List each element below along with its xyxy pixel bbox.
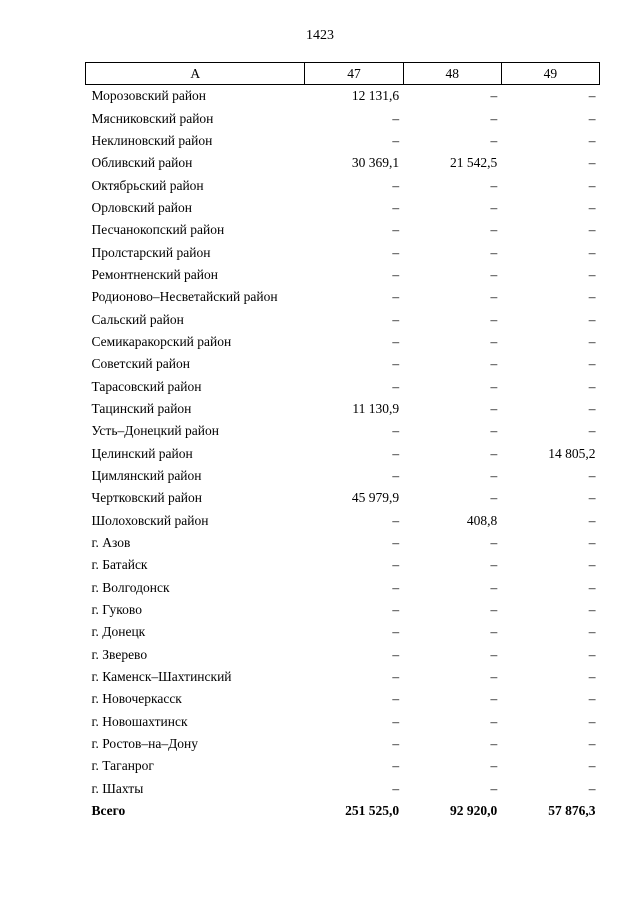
value-col-47: –	[392, 378, 400, 394]
row-name: Пролстарский район	[91, 244, 211, 260]
table-header	[86, 63, 600, 85]
row-name: Всего	[91, 803, 126, 819]
value-col-48: –	[490, 557, 498, 573]
header-cell-48: 48	[403, 63, 501, 85]
value-col-48: –	[490, 713, 498, 729]
table-row	[86, 711, 600, 733]
value-col-48: –	[490, 244, 498, 260]
value-col-49: –	[588, 333, 596, 349]
value-col-47: –	[392, 602, 400, 618]
row-name: Тарасовский район	[91, 378, 202, 394]
value-col-49: –	[588, 624, 596, 640]
row-name: г. Новошахтинск	[91, 713, 188, 729]
value-col-49: –	[588, 132, 596, 148]
value-col-49: 14 805,2	[548, 445, 596, 461]
value-col-48: 21 542,5	[450, 155, 498, 171]
value-col-48: –	[490, 199, 498, 215]
table-row	[86, 353, 600, 375]
row-name: Семикаракорский район	[91, 333, 232, 349]
row-name: Усть–Донецкий район	[91, 423, 219, 439]
value-col-47: 251 525,0	[345, 803, 400, 819]
value-col-47: –	[392, 222, 400, 238]
value-col-49: –	[588, 356, 596, 372]
table-row	[86, 733, 600, 755]
row-name: г. Гуково	[91, 602, 142, 618]
table-row	[86, 465, 600, 487]
row-name: г. Батайск	[91, 557, 148, 573]
table-row	[86, 174, 600, 196]
value-col-49: –	[588, 579, 596, 595]
table-row	[86, 487, 600, 509]
value-col-47: –	[392, 445, 400, 461]
table-row	[86, 375, 600, 397]
value-col-47: 45 979,9	[351, 490, 400, 506]
row-name: г. Ростов–на–Дону	[91, 736, 199, 752]
table-row	[86, 621, 600, 643]
page-number: 1423	[306, 28, 334, 43]
value-col-47: –	[392, 557, 400, 573]
value-col-48: –	[490, 535, 498, 551]
table-row	[86, 308, 600, 330]
row-name: Целинский район	[91, 445, 193, 461]
value-col-47: –	[392, 199, 400, 215]
table-row	[86, 130, 600, 152]
value-col-47: –	[392, 669, 400, 685]
value-col-49: –	[588, 713, 596, 729]
header-cell-49: 49	[501, 63, 599, 85]
value-col-48: –	[490, 289, 498, 305]
header-cell-a: А	[86, 63, 305, 85]
value-col-47: –	[392, 646, 400, 662]
value-col-47: –	[392, 579, 400, 595]
table-row	[86, 264, 600, 286]
value-col-48: 408,8	[466, 512, 498, 528]
value-col-47: –	[392, 110, 400, 126]
table-row	[86, 666, 600, 688]
value-col-48: –	[490, 780, 498, 796]
value-col-48: –	[490, 132, 498, 148]
value-col-49: –	[588, 602, 596, 618]
value-col-48: –	[490, 110, 498, 126]
value-col-47: –	[392, 780, 400, 796]
header-row	[86, 63, 600, 85]
value-col-48: –	[490, 88, 498, 104]
value-col-48: –	[490, 602, 498, 618]
value-col-49: –	[588, 155, 596, 171]
row-name: г. Азов	[91, 535, 131, 551]
table-row	[86, 107, 600, 129]
value-col-49: –	[588, 423, 596, 439]
table-row	[86, 85, 600, 108]
value-col-48: –	[490, 333, 498, 349]
table-row	[86, 778, 600, 800]
value-col-48: –	[490, 669, 498, 685]
value-col-47: –	[392, 423, 400, 439]
table-row	[86, 532, 600, 554]
row-name: Советский район	[91, 356, 190, 372]
table-row	[86, 152, 600, 174]
value-col-47: –	[392, 535, 400, 551]
value-col-49: –	[588, 557, 596, 573]
row-name: Обливский район	[91, 155, 193, 171]
row-name: Октябрьский район	[91, 177, 204, 193]
value-col-49: –	[588, 400, 596, 416]
value-col-47: –	[392, 713, 400, 729]
value-col-48: –	[490, 177, 498, 193]
value-col-48: –	[490, 356, 498, 372]
row-name: Орловский район	[91, 199, 192, 215]
row-name: г. Таганрог	[91, 758, 154, 774]
value-col-48: –	[490, 378, 498, 394]
table-row	[86, 286, 600, 308]
value-col-49: –	[588, 736, 596, 752]
value-col-47: –	[392, 266, 400, 282]
value-col-48: –	[490, 222, 498, 238]
table-row	[86, 755, 600, 777]
table-row	[86, 420, 600, 442]
value-col-48: –	[490, 400, 498, 416]
value-col-47: –	[392, 177, 400, 193]
row-name: Ремонтненский район	[91, 266, 218, 282]
row-name: Песчанокопский район	[91, 222, 225, 238]
value-col-47: 11 130,9	[352, 400, 400, 416]
row-name: г. Каменск–Шахтинский	[91, 669, 232, 685]
table-row	[86, 331, 600, 353]
value-col-49: 57 876,3	[548, 803, 596, 819]
row-name: Чертковский район	[91, 490, 202, 506]
row-name: г. Зверево	[91, 646, 148, 662]
value-col-47: –	[392, 333, 400, 349]
value-col-47: –	[392, 132, 400, 148]
value-col-47: –	[392, 624, 400, 640]
value-col-49: –	[588, 669, 596, 685]
value-col-48: –	[490, 736, 498, 752]
value-col-47: –	[392, 758, 400, 774]
total-row	[86, 800, 600, 822]
value-col-49: –	[588, 266, 596, 282]
value-col-47: –	[392, 289, 400, 305]
value-col-47: –	[392, 244, 400, 260]
value-col-49: –	[588, 490, 596, 506]
value-col-47: –	[392, 468, 400, 484]
value-col-49: –	[588, 88, 596, 104]
table-row	[86, 577, 600, 599]
value-col-48: –	[490, 691, 498, 707]
value-col-49: –	[588, 780, 596, 796]
row-name: Шолоховский район	[91, 512, 209, 528]
value-col-48: –	[490, 445, 498, 461]
value-col-49: –	[588, 535, 596, 551]
value-col-48: –	[490, 266, 498, 282]
value-col-48: –	[490, 423, 498, 439]
value-col-48: –	[490, 624, 498, 640]
table-row	[86, 197, 600, 219]
value-col-47: –	[392, 512, 400, 528]
value-col-49: –	[588, 758, 596, 774]
value-col-48: –	[490, 468, 498, 484]
row-name: Неклиновский район	[91, 132, 213, 148]
table-row	[86, 688, 600, 710]
row-name: г. Новочеркасск	[91, 691, 182, 707]
row-name: г. Донецк	[91, 624, 146, 640]
table-row	[86, 443, 600, 465]
value-col-49: –	[588, 646, 596, 662]
value-col-49: –	[588, 199, 596, 215]
row-name: Родионово–Несветайский район	[91, 289, 278, 305]
value-col-49: –	[588, 110, 596, 126]
table-row	[86, 599, 600, 621]
table-row	[86, 241, 600, 263]
row-name: Сальский район	[91, 311, 184, 327]
value-col-49: –	[588, 289, 596, 305]
row-name: Цимлянский район	[91, 468, 202, 484]
value-col-47: –	[392, 311, 400, 327]
value-col-48: 92 920,0	[450, 803, 498, 819]
value-col-49: –	[588, 244, 596, 260]
row-name: Мясниковский район	[91, 110, 214, 126]
value-col-47: –	[392, 691, 400, 707]
value-col-49: –	[588, 378, 596, 394]
value-col-48: –	[490, 646, 498, 662]
table-row	[86, 510, 600, 532]
data-table	[85, 62, 600, 822]
table-row	[86, 219, 600, 241]
row-name: г. Волгодонск	[91, 579, 170, 595]
row-name: Морозовский район	[91, 88, 207, 104]
value-col-47: –	[392, 736, 400, 752]
value-col-48: –	[490, 579, 498, 595]
table-row	[86, 398, 600, 420]
table-body	[86, 85, 600, 823]
table-row	[86, 554, 600, 576]
value-col-48: –	[490, 311, 498, 327]
value-col-48: –	[490, 490, 498, 506]
value-col-49: –	[588, 177, 596, 193]
value-col-49: –	[588, 222, 596, 238]
table-row	[86, 644, 600, 666]
value-col-49: –	[588, 311, 596, 327]
value-col-47: –	[392, 356, 400, 372]
value-col-49: –	[588, 691, 596, 707]
value-col-47: 30 369,1	[351, 155, 400, 171]
value-col-48: –	[490, 758, 498, 774]
value-col-49: –	[588, 512, 596, 528]
row-name: г. Шахты	[91, 780, 144, 796]
value-col-47: 12 131,6	[351, 88, 400, 104]
value-col-49: –	[588, 468, 596, 484]
row-name: Тацинский район	[91, 400, 192, 416]
header-cell-47: 47	[305, 63, 403, 85]
